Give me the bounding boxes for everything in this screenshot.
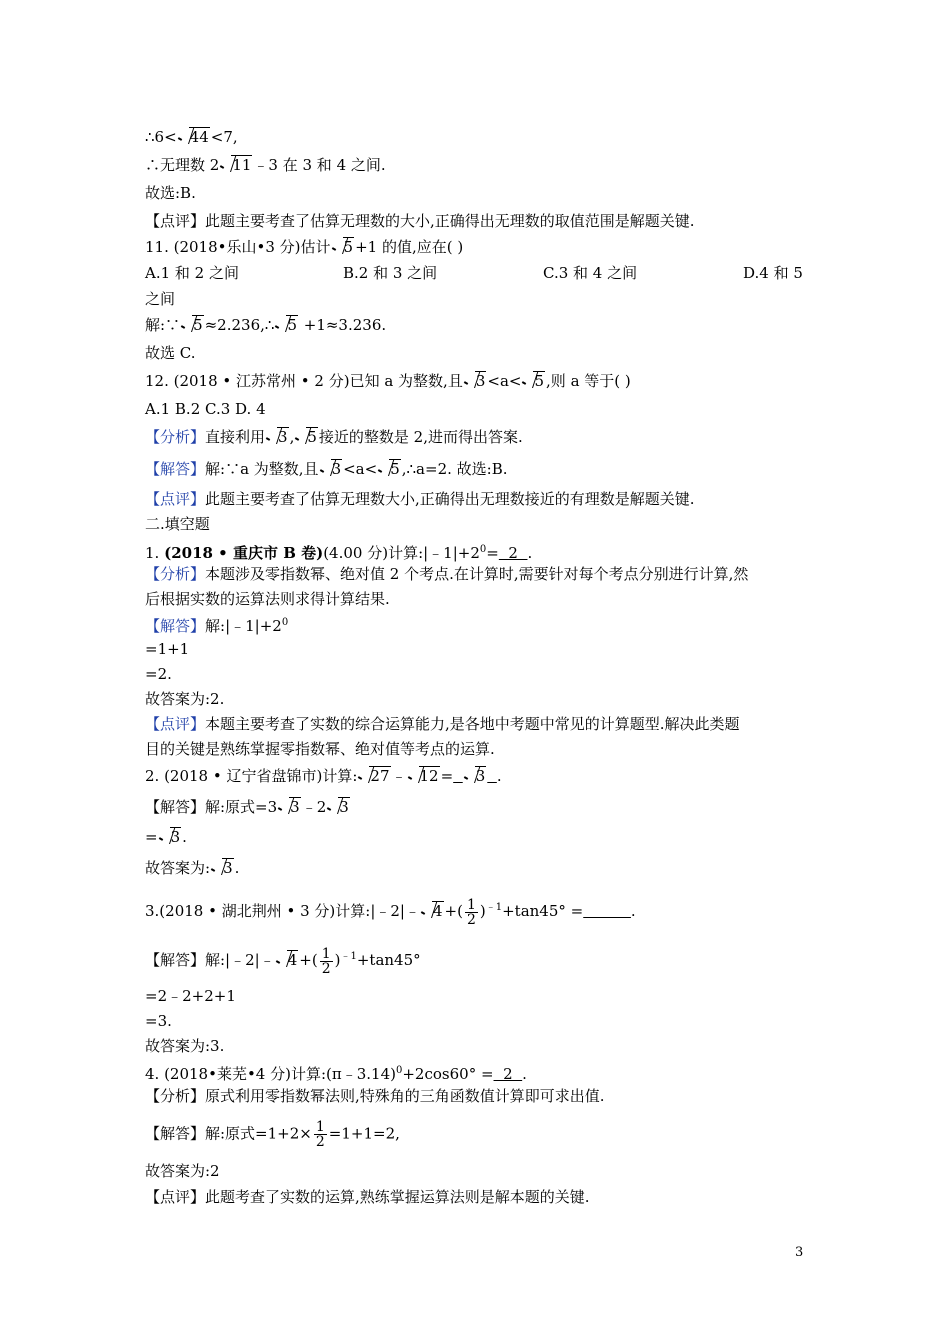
option-b: B.2 和 3 之间 xyxy=(343,264,438,282)
text-line: 故选 C. xyxy=(145,344,196,362)
sqrt: 12 xyxy=(408,765,440,787)
text-line: =2. xyxy=(145,665,172,683)
fraction: $\frac{1}{2}$ xyxy=(315,1119,325,1150)
text-line: 【点评】此题考查了实数的运算,熟练掌握运算法则是解本题的关键. xyxy=(145,1188,590,1206)
text-line: A.1 B.2 C.3 D. 4 xyxy=(145,400,266,418)
sqrt: 3 xyxy=(464,370,487,392)
text-line: 【解答】解:|﹣2|﹣ 4 +( $\frac{1}{2}$ )$^{﹣1}$+tan45° xyxy=(145,945,421,977)
sqrt: 3 xyxy=(327,796,350,818)
text-line: 【解答】解:原式=3 3 ﹣2 3 xyxy=(145,798,349,816)
fraction: $\frac{1}{2}$ xyxy=(321,945,331,977)
sqrt: 3 xyxy=(320,458,343,480)
text-line: 故答案为: 3 . xyxy=(145,859,240,877)
text-line: 【解答】解:原式=1+2× $\frac{1}{2}$ =1+1=2, xyxy=(145,1119,400,1150)
page-number: 3 xyxy=(795,1245,804,1260)
sqrt: 5 xyxy=(181,314,204,336)
text-line: =1+1 xyxy=(145,640,190,658)
option-a: A.1 和 2 之间 xyxy=(145,264,239,282)
text-line: =3. xyxy=(145,1012,172,1030)
sqrt: 4 xyxy=(276,949,299,971)
fill-question-2: 2. (2018 • 辽宁省盘锦市)计算: 27 ﹣ 12 = 3 . xyxy=(145,767,502,785)
text-line: 故答案为:3. xyxy=(145,1037,225,1055)
text-line: 故答案为:2 xyxy=(145,1162,220,1180)
sqrt: 4 xyxy=(421,900,444,922)
sqrt: 5 xyxy=(332,236,355,258)
fraction: $\frac{1}{2}$ xyxy=(466,896,476,928)
sqrt: 5 xyxy=(378,458,401,480)
text-line: 【解答】解$:|﹣1|+2^0$ xyxy=(145,617,289,635)
option-c: C.3 和 4 之间 xyxy=(543,264,638,282)
text-line: 【点评】本题主要考查了实数的综合运算能力,是各地中考题中常见的计算题型.解决此类题 xyxy=(145,715,740,733)
text-line: 【分析】本题涉及零指数幂、绝对值 2 个考点.在计算时,需要针对每个考点分别进行计算,然 xyxy=(145,565,749,583)
fill-question-3: 3.(2018 • 湖北荆州 • 3 分)计算:|﹣2|﹣ 4 +( $\frac{1}{2}$ )$^{﹣1}$+tan45° = . xyxy=(145,896,636,928)
text-line: 故答案为:2. xyxy=(145,690,225,708)
fill-question-1: 1. (2018 • 重庆市 B 卷)(4.00 分)计算$:|﹣1|+2^0= 2$ . xyxy=(145,544,533,562)
question-12: 12. (2018 • 江苏常州 • 2 分)已知 a 为整数,且 3 <a< 5 ,则 a 等于( ) xyxy=(145,372,631,390)
text-line: 【分析】直接利用 3 , 5 接近的整数是 2,进而得出答案. xyxy=(145,428,523,446)
text-line: ∴无理数 2 11 ﹣3 在 3 和 4 之间. xyxy=(145,156,386,174)
sqrt: 3 xyxy=(464,765,487,787)
text-line: 【点评】此题主要考查了估算无理数大小,正确得出无理数接近的有理数是解题关键. xyxy=(145,490,695,508)
text-line: 目的关键是熟练掌握零指数幂、绝对值等考点的运算. xyxy=(145,740,495,758)
text-line: 【点评】此题主要考查了估算无理数的大小,正确得出无理数的取值范围是解题关键. xyxy=(145,212,695,230)
text-line: 【解答】解:∵a 为整数,且 3 <a< 5 ,∴a=2. 故选:B. xyxy=(145,460,508,478)
text-line: 故选:B. xyxy=(145,184,196,202)
sqrt: 3 xyxy=(159,826,182,848)
sqrt: 27 xyxy=(358,765,390,787)
question-11: 11. (2018•乐山•3 分)估计 5 +1 的值,应在( ) xyxy=(145,238,464,256)
sqrt: 5 xyxy=(295,426,318,448)
fill-question-4: 4. (2018•莱芜•4 分)计算:(π﹣3.14)$^0$+2cos60° = 2 . xyxy=(145,1065,527,1083)
text-line: 后根据实数的运算法则求得计算结果. xyxy=(145,590,390,608)
text-line: 解:∵ 5 ≈2.236,∴ 5 +1≈3.236. xyxy=(145,316,387,334)
sqrt: 11 xyxy=(220,154,252,176)
sqrt: 44 xyxy=(178,126,210,148)
text-line: 【分析】原式利用零指数幂法则,特殊角的三角函数值计算即可求出值. xyxy=(145,1087,605,1105)
option-d: D.4 和 5 xyxy=(743,264,803,282)
sqrt: 5 xyxy=(522,370,545,392)
sqrt: 3 xyxy=(266,426,289,448)
sqrt: 3 xyxy=(211,857,234,879)
text-line: 之间 xyxy=(145,290,176,308)
text-line: ∴6< 44 <7, xyxy=(145,128,238,146)
sqrt: 5 xyxy=(275,314,298,336)
section-heading: 二.填空题 xyxy=(145,515,210,533)
text-line: =2﹣2+2+1 xyxy=(145,987,236,1005)
text-line: = 3 . xyxy=(145,828,187,846)
sqrt: 3 xyxy=(278,796,301,818)
